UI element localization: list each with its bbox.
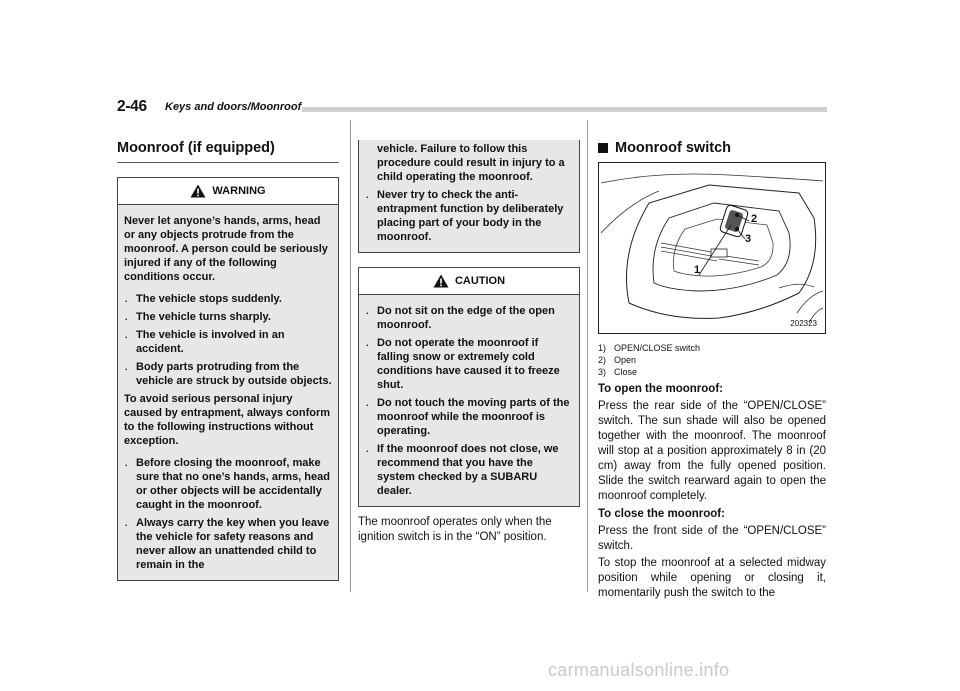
caution-bullet: . If the moonroof does not close, we recommend that you have the system checked by a SUBARU dealer.: [366, 443, 559, 497]
caution-header: [359, 268, 579, 295]
caution-title: CAUTION: [454, 275, 506, 287]
caution-box: [358, 267, 580, 507]
figure-legend: [598, 342, 826, 378]
watermark: carmanualsonline.info: [548, 660, 730, 680]
warning-title: WARNING: [212, 185, 266, 197]
caution-bullet: . Do not sit on the edge of the open moonroof.: [366, 305, 555, 331]
page-header: [117, 98, 827, 120]
page-number: 2-46: [117, 98, 147, 115]
caution-triangle-icon: [433, 274, 449, 288]
subheading-text: Moonroof switch: [615, 140, 731, 156]
legend-item: 2) Open: [598, 355, 637, 365]
ignition-note: The moonroof operates only when the ignition switch is in the “ON” position.: [358, 516, 552, 543]
warning-continued-text: vehicle. Failure to follow this procedure could result in injury to a child operating the moonroof.: [377, 143, 565, 183]
warning-bullet: . The vehicle stops suddenly.: [125, 293, 282, 305]
column-divider-2: [587, 120, 588, 592]
instructions: [598, 382, 826, 601]
warning-bullet: . Always carry the key when you leave the vehicle for safety reasons and never allow an unattended child to remain in the: [125, 517, 330, 571]
column-2: [358, 140, 580, 545]
open-text: Press the rear side of the “OPEN/CLOSE” switch. The sun shade will also be opened together with the moonroof. The moonroof will stop at a position approximately 8 in (20 cm) away from the fully opened position. Slide the switch rearward again to open the moonroof completely.: [598, 400, 826, 502]
warning-intro: Never let anyone’s hands, arms, head or any objects protrude from the moonroof. A person could be seriously injured if any of the following conditions occur.: [124, 215, 328, 283]
close-label: To close the moonroof:: [598, 508, 725, 520]
column-divider-1: [350, 120, 351, 592]
callout-3: 3: [745, 233, 752, 245]
callout-2: 2: [751, 213, 758, 225]
section-title: Keys and doors/Moonroof: [165, 101, 302, 113]
caution-bullet: . Do not operate the moonroof if falling snow or extremely cold conditions have caused it to freeze shut.: [366, 337, 560, 391]
open-label: To open the moonroof:: [598, 383, 723, 395]
callout-1: 1: [694, 264, 701, 276]
column-1: [117, 140, 339, 581]
caution-bullet: . Do not touch the moving parts of the moonroof while the moonroof is operating.: [366, 397, 570, 437]
warning-bullet: . The vehicle turns sharply.: [125, 311, 271, 323]
overhead-console-illustration: [599, 163, 825, 333]
warning-header: [118, 178, 338, 205]
square-bullet-icon: [598, 143, 608, 153]
warning-para-2: To avoid serious personal injury caused by entrapment, always conform to the following instructions without exception.: [124, 393, 331, 447]
header-rule: [302, 107, 827, 112]
close-text: Press the front side of the “OPEN/CLOSE” switch.: [598, 525, 826, 552]
warning-bullet: . Never try to check the anti-entrapment function by deliberately placing part of your body in the moonroof.: [366, 189, 564, 243]
warning-bullet: . The vehicle is involved in an accident.: [125, 329, 285, 355]
figure-id: 202323: [790, 319, 817, 328]
warning-box: [117, 177, 339, 581]
warning-triangle-icon: [190, 184, 206, 198]
caution-body: [359, 295, 579, 506]
legend-item: 3) Close: [598, 367, 638, 377]
stop-text: To stop the moonroof at a selected midway position while opening or closing it, momentarily push the switch to the: [598, 557, 826, 599]
moonroof-switch-figure: [598, 162, 826, 334]
page-heading: Moonroof (if equipped): [117, 140, 339, 163]
warning-bullet: . Body parts protruding from the vehicle are struck by outside objects.: [125, 361, 332, 387]
legend-item: 1) OPEN/CLOSE switch: [598, 343, 701, 353]
warning-box-continued: [358, 140, 580, 253]
warning-body: [118, 205, 338, 580]
column-3: [598, 140, 826, 603]
warning-bullet: . Before closing the moonroof, make sure that no one’s hands, arms, head or other objects will be accidentally caught in the moonroof.: [125, 457, 330, 511]
subheading: [598, 140, 826, 156]
